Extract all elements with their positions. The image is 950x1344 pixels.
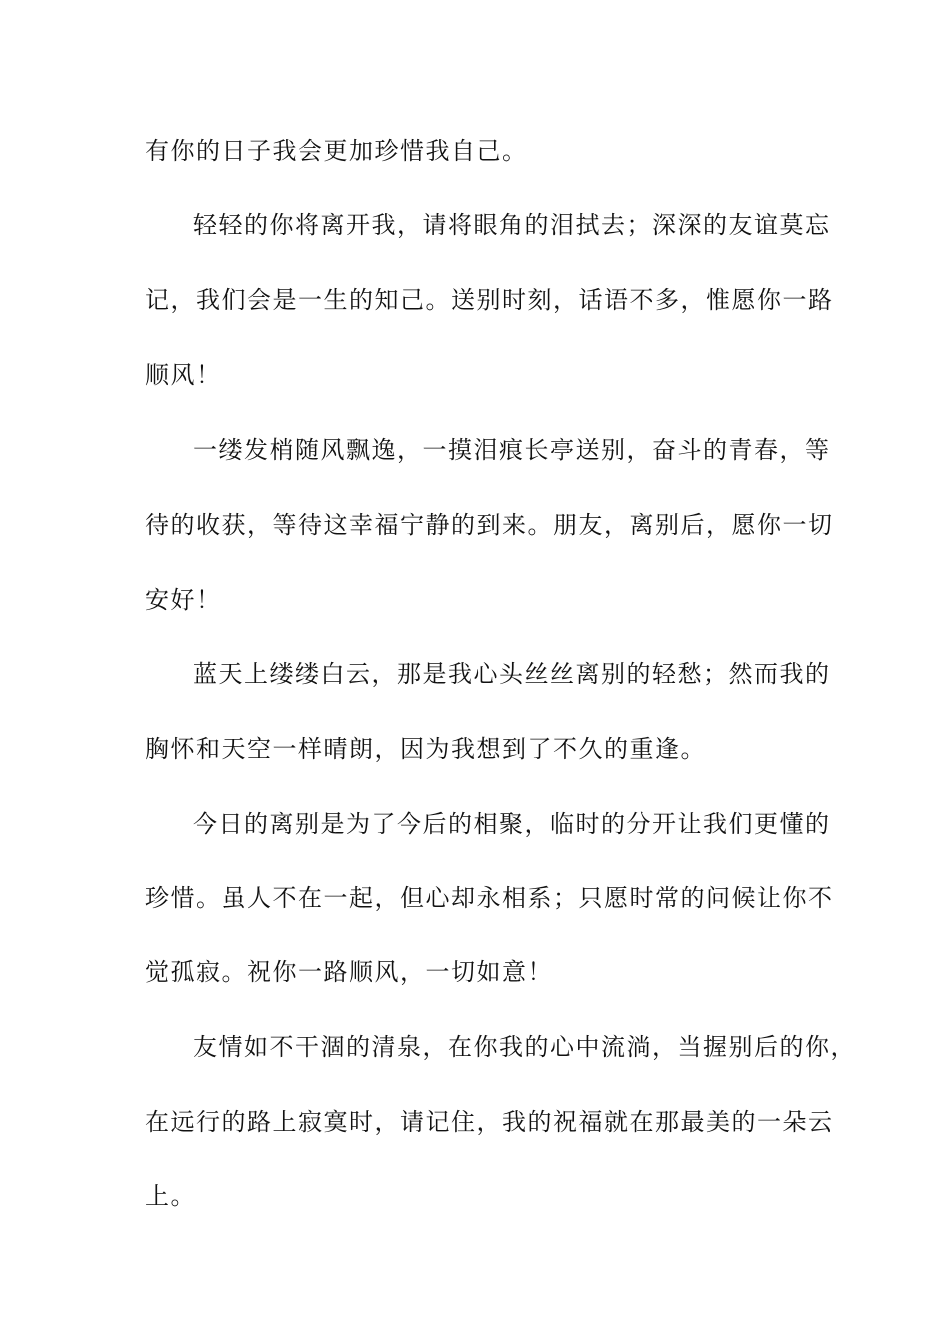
paragraph-3-line-2: 待的收获，等待这幸福宁静的到来。朋友，离别后，愿你一切 bbox=[145, 511, 834, 539]
paragraph-3-line-1: 一缕发梢随风飘逸，一摸泪痕长亭送别，奋斗的青春，等 bbox=[193, 436, 831, 464]
paragraph-2-line-3: 顺风！ bbox=[145, 361, 222, 389]
paragraph-3-line-3: 安好！ bbox=[145, 586, 222, 614]
paragraph-4-line-2: 胸怀和天空一样晴朗，因为我想到了不久的重逢。 bbox=[145, 735, 706, 763]
paragraph-5-line-3: 觉孤寂。祝你一路顺风，一切如意！ bbox=[145, 958, 553, 986]
paragraph-4-line-1: 蓝天上缕缕白云，那是我心头丝丝离别的轻愁；然而我的 bbox=[193, 660, 831, 688]
paragraph-2-line-1: 轻轻的你将离开我，请将眼角的泪拭去；深深的友谊莫忘 bbox=[193, 211, 831, 239]
paragraph-1-line-1: 有你的日子我会更加珍惜我自己。 bbox=[145, 137, 528, 165]
paragraph-6-line-3: 上。 bbox=[145, 1182, 196, 1210]
paragraph-6-line-2: 在远行的路上寂寞时，请记住，我的祝福就在那最美的一朵云 bbox=[145, 1108, 834, 1136]
paragraph-6-line-1: 友情如不干涸的清泉，在你我的心中流淌，当握别后的你， bbox=[193, 1033, 856, 1061]
paragraph-2-line-2: 记，我们会是一生的知己。送别时刻，话语不多，惟愿你一路 bbox=[145, 286, 834, 314]
paragraph-5-line-1: 今日的离别是为了今后的相聚，临时的分开让我们更懂的 bbox=[193, 810, 831, 838]
paragraph-5-line-2: 珍惜。虽人不在一起，但心却永相系；只愿时常的问候让你不 bbox=[145, 884, 834, 912]
